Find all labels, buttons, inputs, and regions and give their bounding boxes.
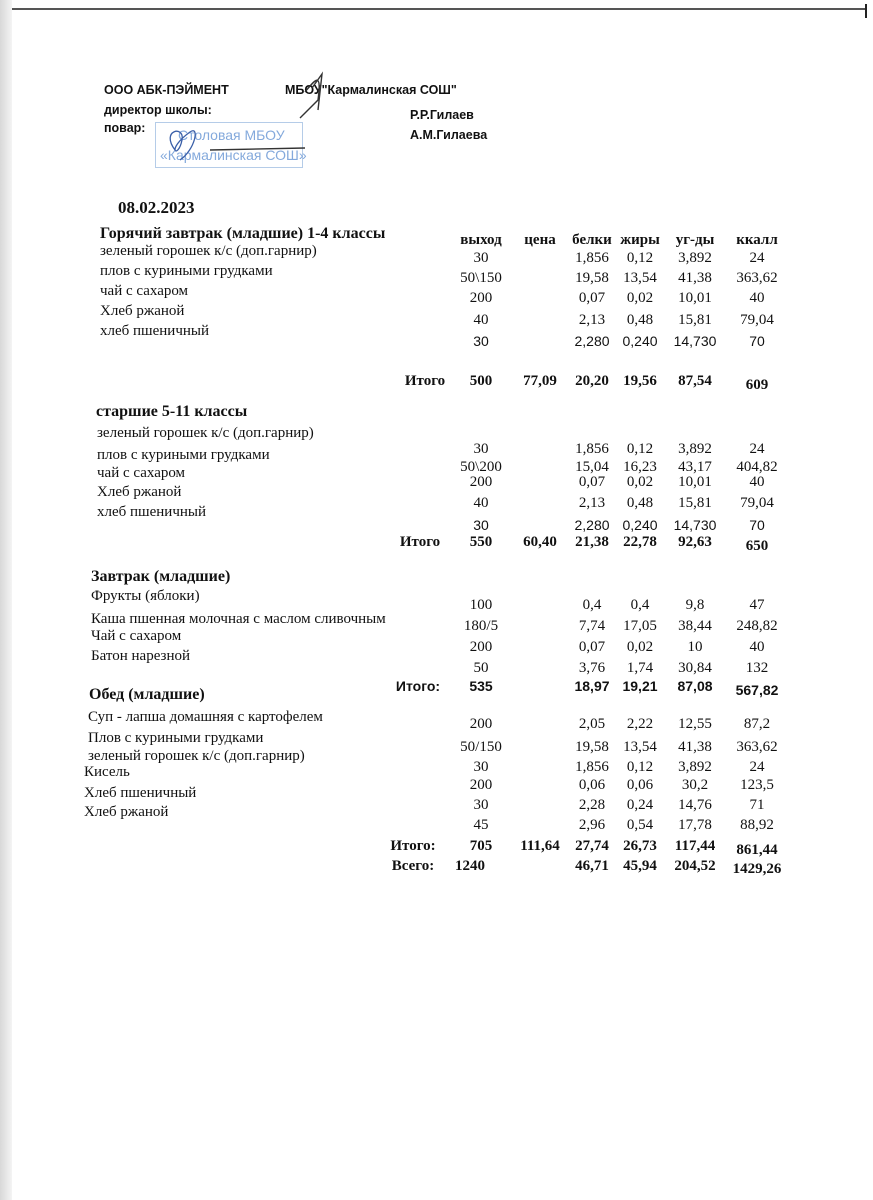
menu-item-carbs: 14,730 bbox=[673, 333, 717, 349]
column-header-protein: белки bbox=[572, 232, 612, 248]
menu-item-carbs: 10,01 bbox=[678, 290, 712, 306]
menu-item-kcal: 40 bbox=[749, 474, 765, 490]
menu-item-name: Хлеб пшеничный bbox=[84, 785, 197, 801]
menu-item-carbs: 12,55 bbox=[678, 716, 712, 732]
menu-item-yield: 30 bbox=[473, 797, 489, 813]
menu-item-protein: 0,07 bbox=[578, 639, 606, 655]
menu-item-yield: 30 bbox=[473, 517, 489, 533]
menu-item-yield: 50 bbox=[473, 660, 489, 676]
menu-item-kcal: 87,2 bbox=[743, 716, 771, 732]
total-price: 60,40 bbox=[523, 534, 557, 550]
section-title: старшие 5-11 классы bbox=[96, 403, 248, 420]
menu-item-protein: 2,28 bbox=[578, 797, 606, 813]
menu-item-protein: 0,07 bbox=[578, 474, 606, 490]
menu-item-yield: 45 bbox=[473, 817, 489, 833]
menu-item-name: Батон нарезной bbox=[91, 648, 191, 664]
menu-item-carbs: 15,81 bbox=[678, 495, 712, 511]
menu-item-kcal: 363,62 bbox=[736, 270, 778, 286]
menu-item-protein: 2,280 bbox=[574, 333, 610, 349]
menu-item-fat: 0,48 bbox=[626, 495, 654, 511]
menu-item-fat: 0,54 bbox=[626, 817, 654, 833]
menu-item-yield: 30 bbox=[473, 759, 489, 775]
menu-item-carbs: 14,76 bbox=[678, 797, 712, 813]
menu-item-kcal: 79,04 bbox=[740, 495, 774, 511]
scan-mark bbox=[865, 4, 867, 18]
menu-item-fat: 0,02 bbox=[626, 474, 654, 490]
scan-edge bbox=[0, 0, 12, 1200]
school-name: МБОУ"Кармалинская СОШ" bbox=[285, 83, 457, 97]
menu-item-kcal: 47 bbox=[749, 597, 765, 613]
menu-item-yield: 180/5 bbox=[463, 618, 499, 634]
stamp-line2: «Кармалинская СОШ» bbox=[160, 147, 307, 163]
menu-item-name: Хлеб ржаной bbox=[97, 484, 182, 500]
menu-item-kcal: 132 bbox=[745, 660, 769, 676]
menu-item-protein: 2,13 bbox=[578, 312, 606, 328]
menu-item-carbs: 41,38 bbox=[678, 270, 712, 286]
menu-item-carbs: 30,84 bbox=[678, 660, 712, 676]
column-header-yield: выход bbox=[460, 232, 502, 248]
menu-item-fat: 13,54 bbox=[623, 270, 657, 286]
total-fat: 26,73 bbox=[623, 838, 657, 854]
column-header-kcal: ккалл bbox=[736, 232, 778, 248]
menu-date: 08.02.2023 bbox=[118, 198, 195, 217]
menu-item-protein: 19,58 bbox=[575, 270, 609, 286]
menu-item-protein: 3,76 bbox=[578, 660, 606, 676]
total-price: 111,64 bbox=[520, 838, 560, 854]
menu-item-fat: 0,02 bbox=[626, 639, 654, 655]
menu-item-name: плов с куриными грудками bbox=[97, 447, 270, 463]
grand-total-protein: 46,71 bbox=[575, 858, 609, 874]
menu-item-fat: 1,74 bbox=[626, 660, 654, 676]
menu-item-kcal: 79,04 bbox=[740, 312, 774, 328]
menu-item-name: плов с куриными грудками bbox=[100, 263, 273, 279]
column-header-carbs: уг-ды bbox=[675, 232, 715, 248]
menu-item-fat: 0,4 bbox=[630, 597, 650, 613]
menu-item-yield: 30 bbox=[473, 333, 489, 349]
menu-item-carbs: 10 bbox=[687, 639, 703, 655]
menu-item-protein: 0,07 bbox=[578, 290, 606, 306]
menu-item-protein: 7,74 bbox=[578, 618, 606, 634]
menu-item-kcal: 88,92 bbox=[740, 817, 774, 833]
menu-item-kcal: 363,62 bbox=[736, 739, 778, 755]
menu-item-carbs: 10,01 bbox=[678, 474, 712, 490]
menu-item-name: зеленый горошек к/с (доп.гарнир) bbox=[97, 425, 314, 441]
total-kcal: 861,44 bbox=[736, 842, 778, 858]
grand-total-fat: 45,94 bbox=[623, 858, 657, 874]
total-carbs: 87,08 bbox=[677, 678, 713, 694]
grand-total-kcal: 1429,26 bbox=[732, 861, 782, 877]
menu-item-fat: 13,54 bbox=[623, 739, 657, 755]
menu-item-carbs: 17,78 bbox=[678, 817, 712, 833]
menu-item-fat: 16,23 bbox=[623, 459, 657, 475]
total-protein: 27,74 bbox=[575, 838, 609, 854]
menu-item-yield: 50\200 bbox=[460, 459, 502, 475]
menu-item-name: Кисель bbox=[84, 764, 130, 780]
menu-item-fat: 0,12 bbox=[626, 759, 654, 775]
menu-item-name: Чай с сахаром bbox=[91, 628, 182, 644]
column-header-price: цена bbox=[524, 232, 556, 248]
menu-item-carbs: 3,892 bbox=[678, 441, 712, 457]
menu-item-carbs: 38,44 bbox=[678, 618, 712, 634]
menu-item-name: Фрукты (яблоки) bbox=[91, 588, 200, 604]
total-price: 77,09 bbox=[523, 373, 557, 389]
menu-item-fat: 17,05 bbox=[623, 618, 657, 634]
menu-item-fat: 0,02 bbox=[626, 290, 654, 306]
director-name: Р.Р.Гилаев bbox=[410, 108, 474, 122]
total-yield: 550 bbox=[469, 534, 493, 550]
total-kcal: 609 bbox=[745, 377, 769, 393]
column-header-fat: жиры bbox=[620, 232, 660, 248]
menu-item-kcal: 123,5 bbox=[740, 777, 774, 793]
section-title: Горячий завтрак (младшие) 1-4 классы bbox=[100, 225, 386, 242]
menu-item-kcal: 248,82 bbox=[736, 618, 778, 634]
menu-item-name: Каша пшенная молочная с маслом сливочным bbox=[91, 611, 386, 627]
menu-item-carbs: 3,892 bbox=[678, 250, 712, 266]
total-protein: 18,97 bbox=[574, 678, 610, 694]
menu-item-fat: 0,24 bbox=[626, 797, 654, 813]
menu-item-carbs: 14,730 bbox=[673, 517, 717, 533]
total-protein: 21,38 bbox=[575, 534, 609, 550]
menu-item-kcal: 71 bbox=[749, 797, 765, 813]
menu-item-protein: 2,280 bbox=[574, 517, 610, 533]
menu-item-yield: 40 bbox=[473, 495, 489, 511]
menu-item-name: чай с сахаром bbox=[100, 283, 189, 299]
menu-item-protein: 2,13 bbox=[578, 495, 606, 511]
menu-item-fat: 0,240 bbox=[622, 517, 658, 533]
menu-item-name: Хлеб ржаной bbox=[100, 303, 185, 319]
total-fat: 19,21 bbox=[622, 678, 658, 694]
menu-item-name: чай с сахаром bbox=[97, 465, 186, 481]
menu-item-protein: 2,96 bbox=[578, 817, 606, 833]
menu-item-kcal: 24 bbox=[749, 441, 765, 457]
menu-item-protein: 0,4 bbox=[582, 597, 602, 613]
total-label: Итого bbox=[404, 373, 446, 389]
menu-item-kcal: 40 bbox=[749, 639, 765, 655]
grand-total-carbs: 204,52 bbox=[674, 858, 716, 874]
menu-item-kcal: 70 bbox=[749, 517, 765, 533]
menu-item-carbs: 30,2 bbox=[681, 777, 709, 793]
total-kcal: 567,82 bbox=[735, 682, 779, 698]
menu-item-kcal: 24 bbox=[749, 759, 765, 775]
cook-label: повар: bbox=[104, 121, 146, 135]
grand-total-yield: 1240 bbox=[455, 858, 485, 874]
menu-item-fat: 0,06 bbox=[626, 777, 654, 793]
total-yield: 535 bbox=[469, 678, 493, 694]
menu-item-fat: 0,12 bbox=[626, 250, 654, 266]
menu-item-protein: 15,04 bbox=[575, 459, 609, 475]
menu-item-fat: 0,48 bbox=[626, 312, 654, 328]
menu-item-yield: 50/150 bbox=[460, 739, 502, 755]
total-label: Итого: bbox=[395, 678, 441, 694]
menu-item-protein: 19,58 bbox=[575, 739, 609, 755]
menu-item-yield: 50\150 bbox=[460, 270, 502, 286]
signature-image bbox=[0, 0, 873, 200]
menu-item-protein: 2,05 bbox=[578, 716, 606, 732]
total-yield: 705 bbox=[469, 838, 493, 854]
total-yield: 500 bbox=[469, 373, 493, 389]
total-carbs: 87,54 bbox=[678, 373, 712, 389]
menu-item-carbs: 41,38 bbox=[678, 739, 712, 755]
menu-item-name: хлеб пшеничный bbox=[97, 504, 206, 520]
menu-item-name: зеленый горошек к/с (доп.гарнир) bbox=[100, 243, 317, 259]
company-name: ООО АБК-ПЭЙМЕНТ bbox=[104, 83, 229, 97]
menu-item-name: Хлеб ржаной bbox=[84, 804, 169, 820]
menu-item-protein: 1,856 bbox=[575, 759, 609, 775]
menu-item-yield: 40 bbox=[473, 312, 489, 328]
menu-item-yield: 200 bbox=[469, 777, 493, 793]
cook-name: А.М.Гилаева bbox=[410, 128, 488, 142]
menu-item-kcal: 24 bbox=[749, 250, 765, 266]
menu-item-carbs: 43,17 bbox=[678, 459, 712, 475]
menu-item-protein: 1,856 bbox=[575, 250, 609, 266]
section-title: Обед (младшие) bbox=[89, 686, 205, 703]
menu-item-carbs: 3,892 bbox=[678, 759, 712, 775]
stamp bbox=[155, 122, 307, 168]
stamp-line1: Столовая МБОУ bbox=[178, 127, 285, 143]
total-label: Итого bbox=[399, 534, 441, 550]
menu-item-yield: 200 bbox=[469, 290, 493, 306]
menu-item-yield: 200 bbox=[469, 716, 493, 732]
menu-item-name: Плов с куриными грудками bbox=[88, 730, 264, 746]
menu-item-carbs: 15,81 bbox=[678, 312, 712, 328]
menu-item-name: хлеб пшеничный bbox=[100, 323, 209, 339]
menu-item-protein: 1,856 bbox=[575, 441, 609, 457]
scan-border bbox=[12, 8, 867, 10]
total-label: Итого: bbox=[390, 838, 436, 854]
menu-item-kcal: 70 bbox=[749, 333, 765, 349]
menu-item-yield: 100 bbox=[469, 597, 493, 613]
total-fat: 19,56 bbox=[623, 373, 657, 389]
menu-item-yield: 200 bbox=[469, 474, 493, 490]
menu-item-fat: 2,22 bbox=[626, 716, 654, 732]
section-title: Завтрак (младшие) bbox=[91, 568, 231, 585]
menu-item-fat: 0,12 bbox=[626, 441, 654, 457]
total-protein: 20,20 bbox=[575, 373, 609, 389]
menu-item-protein: 0,06 bbox=[578, 777, 606, 793]
grand-total-label: Всего: bbox=[391, 858, 435, 874]
menu-item-carbs: 9,8 bbox=[685, 597, 705, 613]
menu-item-yield: 200 bbox=[469, 639, 493, 655]
total-kcal: 650 bbox=[745, 538, 769, 554]
director-label: директор школы: bbox=[104, 103, 212, 117]
total-carbs: 92,63 bbox=[678, 534, 712, 550]
menu-item-name: Суп - лапша домашняя с картофелем bbox=[88, 709, 323, 725]
menu-item-fat: 0,240 bbox=[622, 333, 658, 349]
menu-item-yield: 30 bbox=[473, 250, 489, 266]
total-carbs: 117,44 bbox=[674, 838, 716, 854]
menu-item-kcal: 404,82 bbox=[736, 459, 778, 475]
menu-item-yield: 30 bbox=[473, 441, 489, 457]
menu-item-kcal: 40 bbox=[749, 290, 765, 306]
menu-item-name: зеленый горошек к/с (доп.гарнир) bbox=[88, 748, 305, 764]
total-fat: 22,78 bbox=[623, 534, 657, 550]
